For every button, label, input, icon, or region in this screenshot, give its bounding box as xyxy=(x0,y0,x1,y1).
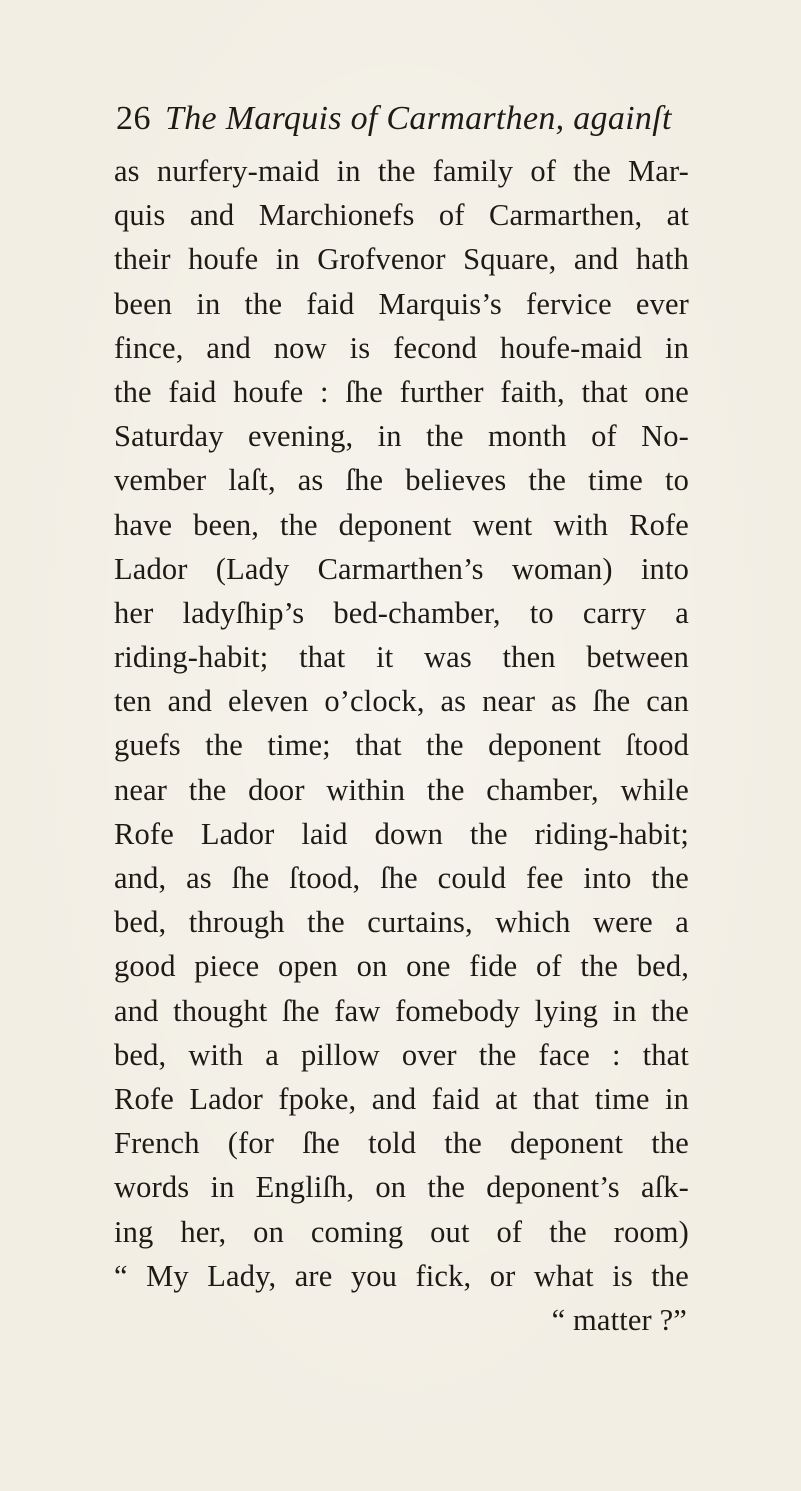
text-line: the faid houfe : ſhe further faith, that one xyxy=(114,374,689,409)
page-number: 26 xyxy=(116,100,151,137)
text-line: as nurfery-maid in the family of the Mar- xyxy=(114,154,689,188)
text-line: Rofe Lador fpoke, and faid at that time in xyxy=(114,1081,689,1116)
text-line: “ My Lady, are you fick, or what is the xyxy=(114,1258,689,1293)
body-text xyxy=(114,149,689,1342)
text-line: guefs the time; that the deponent ſtood xyxy=(114,728,689,763)
text-line: and, as ſhe ſtood, ſhe could fee into the xyxy=(114,861,689,895)
text-line: ten and eleven o’clock, as near as ſhe can xyxy=(114,684,689,719)
running-head xyxy=(116,96,716,142)
text-line: her ladyſhip’s bed-chamber, to carry a xyxy=(114,595,689,630)
text-line: Saturday evening, in the month of No- xyxy=(114,419,689,454)
text-line: have been, the deponent went with Rofe xyxy=(114,507,689,542)
text-line: words in Engliſh, on the deponent’s aſk- xyxy=(114,1170,689,1205)
text-line: good piece open on one fide of the bed, xyxy=(114,949,689,984)
text-line: near the door within the chamber, while xyxy=(114,772,689,807)
text-line: Lador (Lady Carmarthen’s woman) into xyxy=(114,551,689,586)
text-line: been in the faid Marquis’s fervice ever xyxy=(114,286,689,321)
text-line: ing her, on coming out of the room) xyxy=(114,1214,689,1249)
catchword: “ matter ?” xyxy=(551,1302,687,1337)
text-line: quis and Marchionefs of Carmarthen, at xyxy=(114,198,689,233)
text-line: their houfe in Grofvenor Square, and hath xyxy=(114,242,689,277)
text-line: riding-habit; that it was then between xyxy=(114,640,689,675)
running-title: The Marquis of Carmarthen, againſt xyxy=(165,100,672,137)
text-line: fince, and now is fecond houfe-maid in xyxy=(114,330,689,365)
text-line: and thought ſhe faw fomebody lying in the xyxy=(114,993,689,1028)
text-line: bed, through the curtains, which were a xyxy=(114,905,689,940)
text-line: French (for ſhe told the deponent the xyxy=(114,1126,689,1161)
text-line: vember laſt, as ſhe believes the time to xyxy=(114,463,689,498)
text-line: Rofe Lador laid down the riding-habit; xyxy=(114,816,689,851)
text-line: bed, with a pillow over the face : that xyxy=(114,1037,689,1072)
